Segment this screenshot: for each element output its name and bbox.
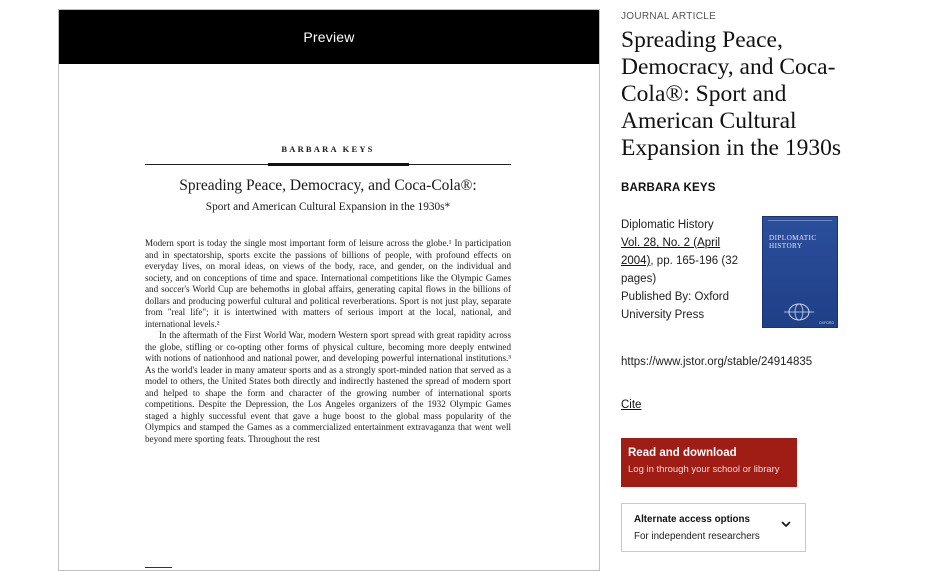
- article-meta: [621, 216, 747, 324]
- issue-info: [621, 234, 747, 288]
- journal-name[interactable]: Diplomatic History: [621, 219, 714, 231]
- alternate-access-dropdown[interactable]: [621, 503, 806, 552]
- article-author[interactable]: BARBARA KEYS: [621, 182, 716, 194]
- page-paragraph: In the aftermath of the First World War, modern Western sport spread with great rapidity across the globe, stifling or co-opting other forms of physical culture, becoming more deeply entwined with notions of nationhood and national power, and developing powerful international institutions.³ As the world's leader in many amateur sports and as a strongly sport-minded nation that served as a model to others, the United States both directly and indirectly hastened the spread of modern sport and helped to shape the form and character of the growing number of international sports competitions. Despite the Depression, the Los Angeles organizers of the 1932 Olympic Games staged a highly successful event that gave a huge boost to the global mass popularity of the Olympics and stamped the Games as a commercialized entertainment extravaganza that went well beyond mere sporting feats. Throughout the rest: [145, 330, 511, 444]
- stable-url: https://www.jstor.org/stable/24914835: [621, 356, 813, 368]
- page-author: BARBARA KEYS: [281, 144, 375, 154]
- alt-access-subtitle: For independent researchers: [634, 531, 760, 542]
- read-and-download-button[interactable]: [621, 438, 797, 487]
- alt-access-title: Alternate access options: [634, 514, 750, 525]
- page-paragraph: Modern sport is today the single most important form of leisure across the globe.¹ In participation and in spectatorship, sports excite the passions of billions of people, with profound effects on everyday lives, on moral ideas, on views of the body, race, and gender, on the individual and society, and on conceptions of time and space. International competitions like the Olympic Games and soccer's World Cup are behemoths in global affairs, generating capital flows in the billions of dollars and producing powerful cultural and political reverberations. Sport is not just play, separate from "real life"; it is intertwined with matters of serious import at the local, national, and international levels.²: [145, 238, 511, 329]
- cover-line: [768, 220, 832, 221]
- preview-header-label: Preview: [303, 29, 355, 45]
- read-button-title: Read and download: [628, 447, 737, 459]
- cover-publisher: OXFORD: [819, 321, 834, 325]
- page-title: Spreading Peace, Democracy, and Coca-Cola®:: [179, 177, 477, 194]
- journal-cover[interactable]: [762, 216, 838, 328]
- chevron-down-icon[interactable]: [781, 521, 791, 528]
- page-title-rule: [145, 163, 511, 166]
- cite-link[interactable]: Cite: [621, 399, 642, 411]
- page-range: , pp. 165-196 (32 pages): [621, 255, 739, 285]
- cover-title: DIPLOMATIC HISTORY: [769, 234, 817, 250]
- article-title: Spreading Peace, Democracy, and Coca-Cola®: Sport and American Cultural Expansion in the 1930s: [621, 27, 841, 161]
- read-button-subtitle: Log in through your school or library: [628, 464, 780, 475]
- publisher: Published By: Oxford University Press: [621, 291, 730, 321]
- preview-header: [59, 10, 599, 64]
- issue-link[interactable]: Vol. 28, No. 2 (April 2004): [621, 237, 721, 267]
- page-body: [145, 238, 511, 445]
- preview-page: [145, 144, 511, 445]
- page-subtitle: Sport and American Cultural Expansion in the 1930s*: [205, 201, 451, 213]
- preview-panel[interactable]: [58, 9, 600, 571]
- footnote-rule: [145, 567, 172, 568]
- article-kicker: JOURNAL ARTICLE: [621, 11, 717, 22]
- globe-emblem-icon: [784, 302, 814, 322]
